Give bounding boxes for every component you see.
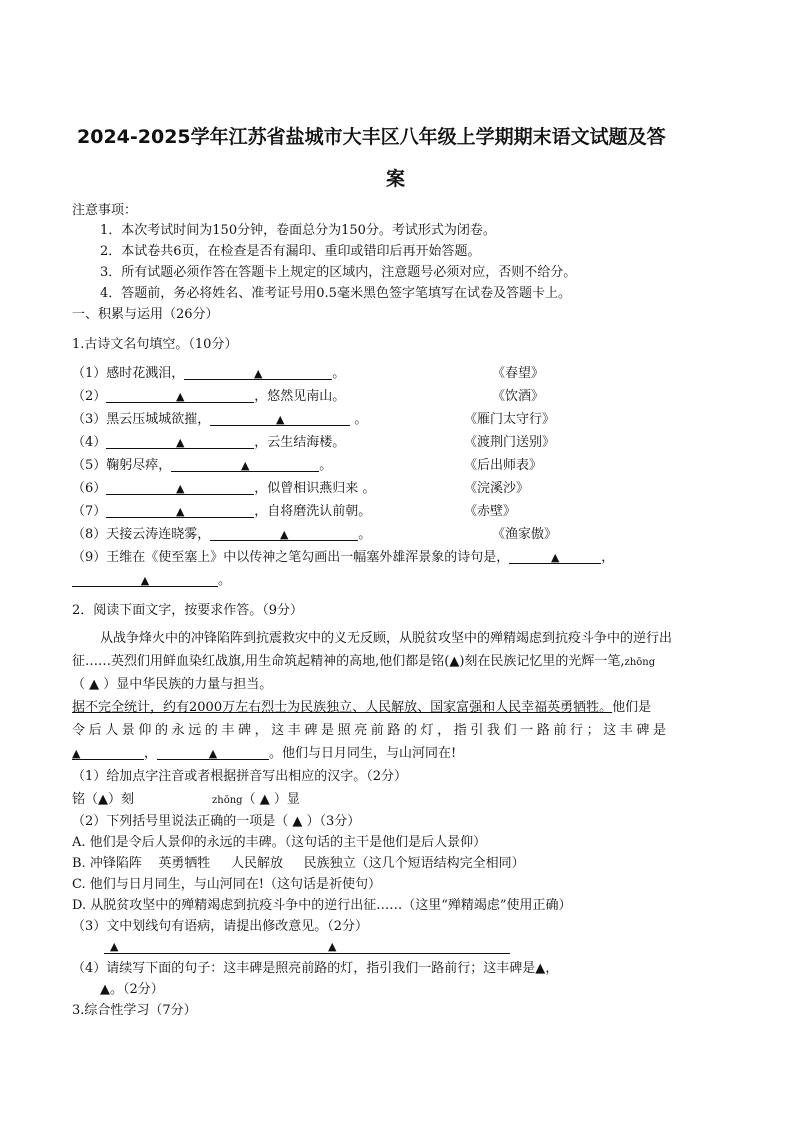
answer-blank[interactable]: ▲	[72, 572, 218, 587]
answer-blank[interactable]: ▲	[106, 434, 254, 449]
passage-line: 据不完全统计，约有2000万左右烈士为民族独立、人民解放、国家富强和人民幸福英勇牺牲。他们是	[72, 700, 652, 715]
sub-question-4: （4）请续写下面的句子：这丰碑是照亮前路的灯，指引我们一路前行；这丰碑是▲，	[72, 961, 559, 976]
answer-blank[interactable]: ▲	[171, 457, 319, 472]
q1-item-9: （9）王维在《使至塞上》中以传神之笔勾画出一幅塞外雄浑景象的诗句是， ▲ ，	[72, 550, 615, 565]
underlined-sentence: 据不完全统计，约有2000万左右烈士为民族独立、人民解放、国家富强和人民幸福英勇牺牲。	[72, 700, 613, 715]
q1-item-2: （2） ▲ ，悠然见南山。	[72, 389, 346, 404]
q1-item-6: （6） ▲ ，似曾相识燕归来 。	[72, 481, 376, 496]
q1-item-5: （5）鞠躬尽瘁， ▲ 。	[72, 458, 333, 473]
answer-blank[interactable]: ▲	[106, 480, 254, 495]
q1-item-3: （3）黑云压城城欲摧， ▲ 。	[72, 412, 368, 427]
option-a: A. 他们是令后人景仰的永远的丰碑。（这句话的主干是他们是后人景仰）	[72, 835, 487, 850]
answer-blank[interactable]: ▲	[210, 411, 350, 426]
notice-heading: 注意事项：	[72, 203, 138, 218]
section-heading: 一、积累与运用（26分）	[72, 307, 219, 322]
q1-source-8: 《渔家傲》	[492, 527, 558, 542]
q1-source-5: 《后出师表》	[464, 458, 543, 473]
sub1-answer-b: zhōng（ ▲ ）显	[212, 792, 300, 807]
q1-source-2: 《饮酒》	[492, 389, 545, 404]
page-title-line2: 案	[386, 168, 406, 190]
notice-item: 1．本次考试时间为150分钟，卷面总分为150分。考试形式为闭卷。	[100, 223, 496, 238]
sub1-answer-a: 铭（▲）刻	[72, 792, 134, 807]
option-b: B. 冲锋陷阵 英勇牺牲 人民解放 民族独立（这几个短语结构完全相同）	[72, 856, 525, 871]
q1-source-6: 《浣溪沙》	[464, 481, 530, 496]
sub-question-3: （3）文中划线句有语病，请提出修改意见。（2分）	[72, 919, 369, 934]
answer-blank[interactable]: ▲	[210, 526, 358, 541]
q1-source-7: 《赤壁》	[464, 504, 517, 519]
sub-question-2: （2）下列括号里说法正确的一项是（ ▲ ）（3分）	[72, 814, 361, 829]
question-3-heading: 3.综合性学习（7分）	[72, 1003, 197, 1018]
notice-item: 2．本试卷共6页，在检查是否有漏印、重印或错印后再开始答题。	[100, 244, 481, 259]
sub-question-1: （1）给加点字注音或者根据拼音写出相应的汉字。（2分）	[72, 769, 408, 784]
q1-item-8: （8）天接云涛连晓雾， ▲ 。	[72, 527, 372, 542]
answer-blank[interactable]: ▲	[106, 388, 254, 403]
answer-blank[interactable]: ▲	[72, 745, 144, 760]
blank-marker: ▲	[110, 940, 119, 953]
page-title-line1: 2024-2025学年江苏省盐城市大丰区八年级上学期期末语文试题及答	[77, 126, 666, 148]
notice-item: 3．所有试题必须作答在答题卡上规定的区域内，注意题号必须对应，否则不给分。	[100, 265, 577, 280]
option-d: D. 从脱贫攻坚中的殚精竭虑到抗疫斗争中的逆行出征……（这里“殚精竭虑”使用正确）	[72, 898, 572, 913]
notice-item: 4．答题前，务必将姓名、准考证号用0.5毫米黑色签字笔填写在试卷及答题卡上。	[100, 286, 571, 301]
blank-marker: ▲	[328, 940, 337, 953]
answer-blank[interactable]: ▲	[184, 365, 332, 380]
q1-item-1: （1）感时花溅泪， ▲ 。	[72, 366, 346, 381]
answer-blank[interactable]: ▲	[106, 503, 254, 518]
passage-line: 令后人景仰的永远的丰碑，这丰碑是照亮前路的灯，指引我们一路前行；这丰碑是	[72, 723, 670, 738]
q1-source-4: 《渡荆门送别》	[464, 435, 556, 450]
q1-item-9-line2: ▲ 。	[72, 572, 231, 590]
question-1-heading: 1.古诗文名句填空。（10分）	[72, 337, 238, 352]
q1-source-1: 《春望》	[492, 366, 545, 381]
question-2-heading: 2．阅读下面文字，按要求作答。（9分）	[72, 603, 304, 618]
q1-item-4: （4） ▲ ，云生结海楼。	[72, 435, 346, 450]
sub-question-4-line2: ▲。（2分）	[100, 982, 164, 997]
passage-line: （ ▲ ）显中华民族的力量与担当。	[72, 677, 273, 692]
q1-source-3: 《雁门太守行》	[464, 412, 556, 427]
q1-item-7: （7） ▲ ，自将磨洗认前朝。	[72, 504, 372, 519]
pinyin-hint: zhōng	[212, 795, 243, 806]
passage-line: ▲ ， ▲ 。他们与日月同生，与山河同在!	[72, 746, 457, 761]
answer-blank[interactable]: ▲	[157, 745, 269, 760]
passage-line: 从战争烽火中的冲锋陷阵到抗震救灾中的义无反顾，从脱贫攻坚中的殚精竭虑到抗疫斗争中的逆行出	[100, 631, 673, 646]
option-c: C. 他们与日月同生，与山河同在!（这句话是祈使句）	[72, 877, 381, 892]
answer-blank[interactable]: ▲	[509, 549, 601, 564]
passage-line: 征……英烈们用鲜血染红战旗,用生命筑起精神的高地,他们都是铭(▲)刻在民族记忆里的光辉一笔,zhōng	[72, 654, 656, 669]
pinyin-hint: zhōng	[624, 657, 656, 668]
answer-line[interactable]	[104, 953, 510, 954]
